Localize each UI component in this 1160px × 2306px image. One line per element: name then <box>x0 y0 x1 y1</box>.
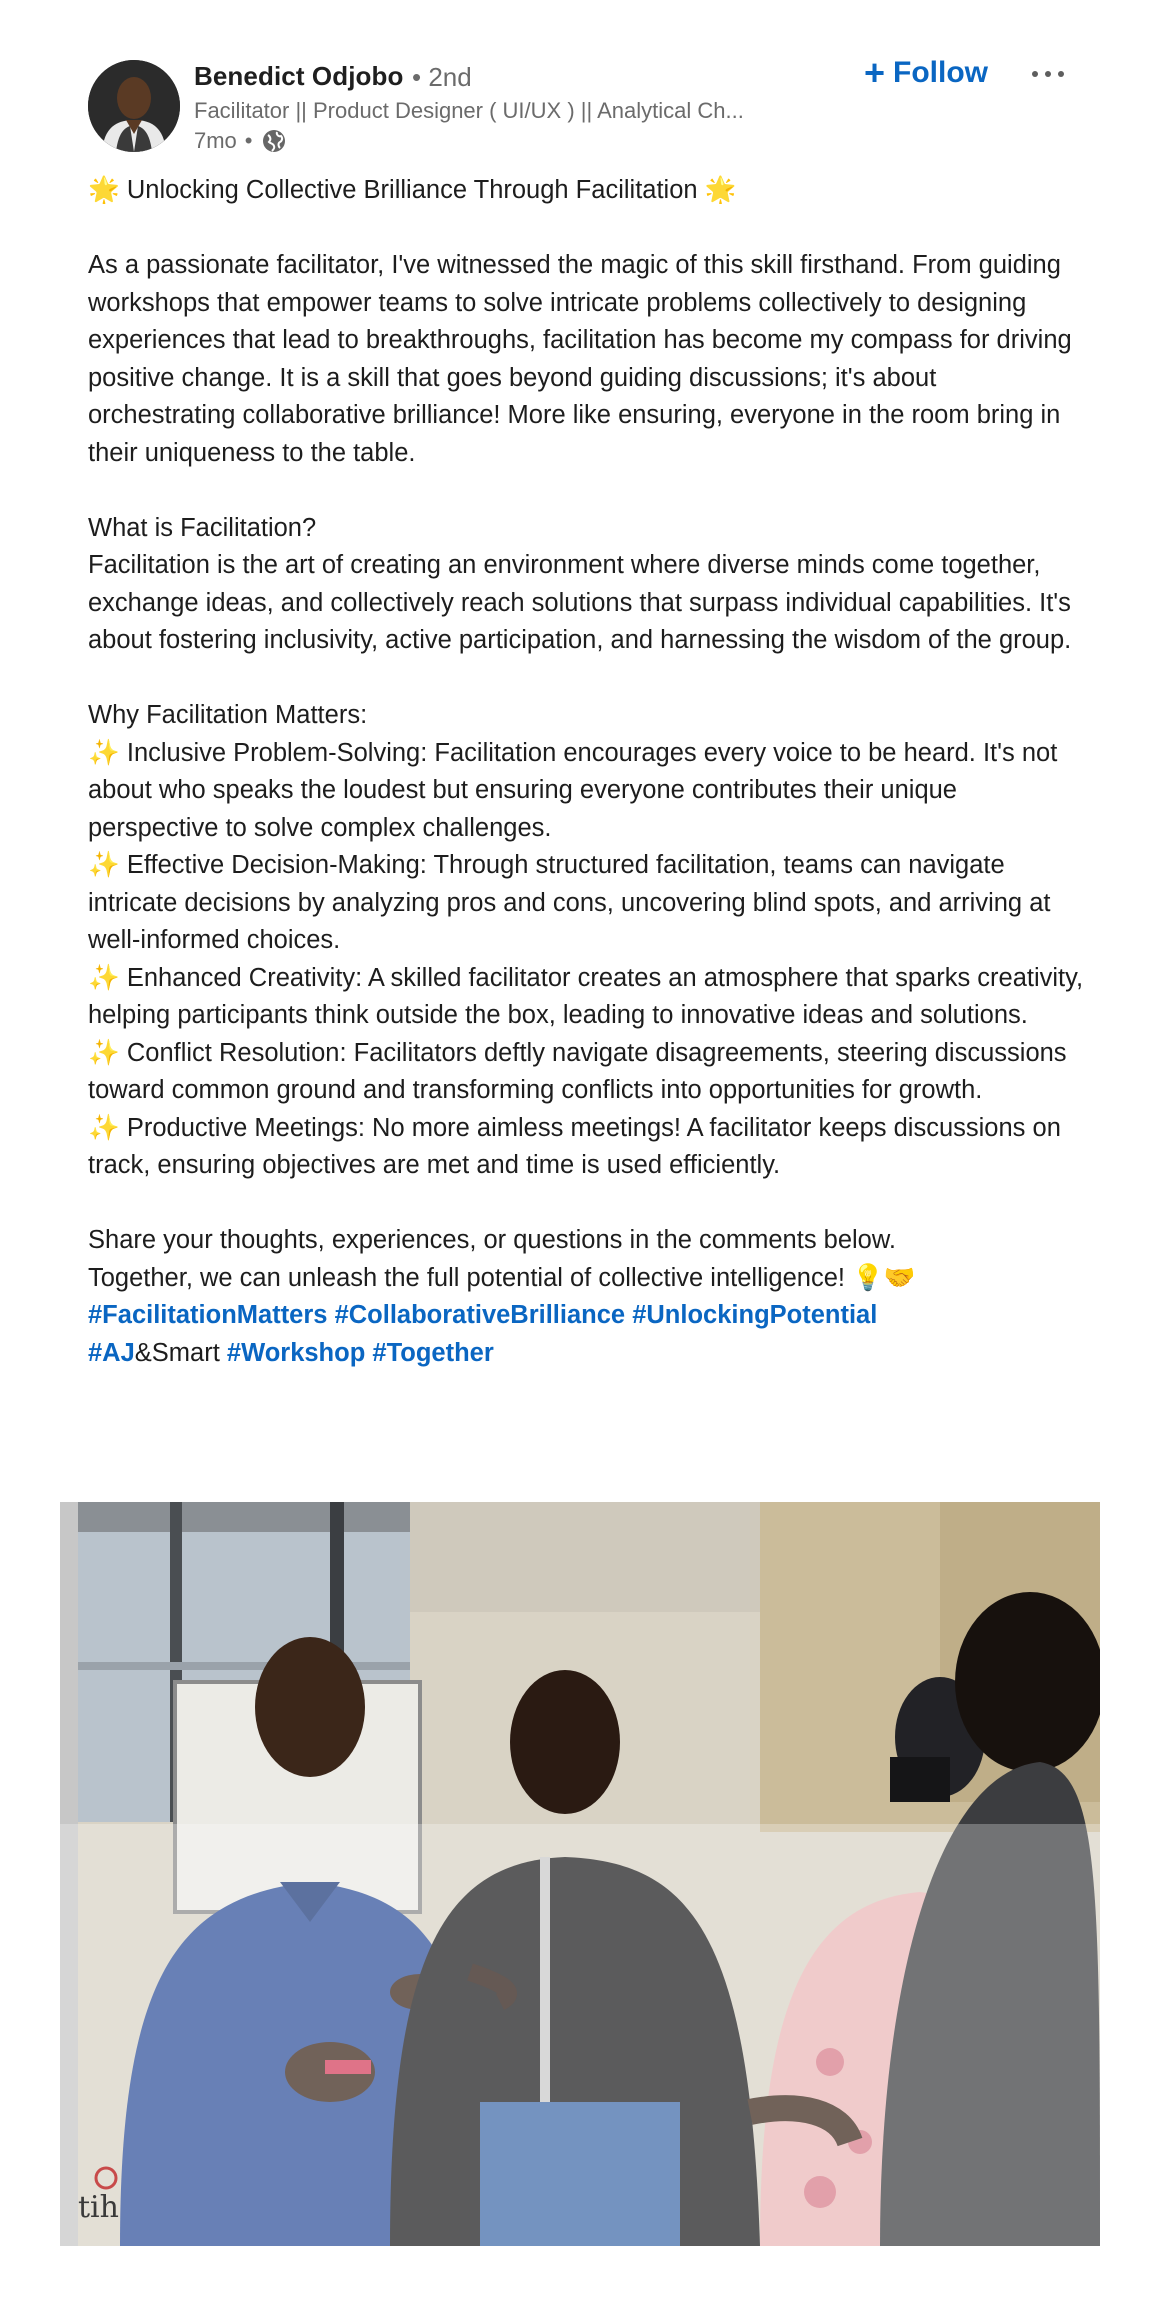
sparkles-icon: ✨ <box>88 738 120 767</box>
author-headline: Facilitator || Product Designer ( UI/UX ) || Analytical Ch... <box>194 98 744 123</box>
lightbulb-handshake-icon: 💡🤝 <box>852 1263 916 1292</box>
watermark-logo: tih <box>78 2190 119 2225</box>
plus-icon: + <box>864 52 886 93</box>
hashtag-link[interactable]: #FacilitationMatters <box>88 1301 328 1329</box>
list-item: ✨ Enhanced Creativity: A skilled facilitator creates an atmosphere that sparks creativity, helping participants think outside the box, leading to innovative ideas and solutions. <box>88 963 1084 1029</box>
post-title-text: Unlocking Collective Brilliance Through Facilitation <box>126 176 698 204</box>
follow-label: Follow <box>893 56 989 89</box>
hashtag-link[interactable]: #UnlockingPotential <box>632 1301 878 1329</box>
sparkles-icon: ✨ <box>88 1038 120 1067</box>
author-avatar[interactable] <box>88 60 180 152</box>
globe-icon <box>261 128 287 154</box>
hashtags <box>88 1297 1088 1335</box>
star-icon: 🌟 <box>88 176 120 204</box>
what-body: Facilitation is the art of creating an environment where diverse minds come together, exchange ideas, and collectively reach solutions that surpass individual capabilities. It's about fostering inclusivity, active participation, and harnessing the wisdom of the group. <box>88 551 1072 654</box>
post-meta <box>194 128 287 154</box>
hashtags <box>88 1335 1088 1373</box>
star-icon: 🌟 <box>704 176 737 204</box>
post-text <box>88 172 1088 1372</box>
list-item: ✨ Conflict Resolution: Facilitators deftly navigate disagreements, steering discussions toward common ground and transforming conflicts into opportunities for growth. <box>88 1038 1067 1104</box>
post-title <box>88 172 1088 210</box>
post-time: 7mo <box>194 128 237 153</box>
post-image[interactable] <box>60 1502 1100 2246</box>
more-options-button[interactable] <box>1032 58 1064 90</box>
hashtag-link[interactable]: #AJ <box>88 1338 135 1367</box>
meta-separator: • <box>244 128 253 153</box>
sparkles-icon: ✨ <box>88 851 120 879</box>
closing-line: Share your thoughts, experiences, or questions in the comments below. <box>88 1226 896 1254</box>
sparkles-icon: ✨ <box>88 963 120 992</box>
connection-degree: • 2nd <box>412 62 472 92</box>
closing-line: Together, we can unleash the full potential of collective intelligence! 💡🤝 <box>88 1263 916 1292</box>
what-heading: What is Facilitation? <box>88 513 317 542</box>
list-item: ✨ Productive Meetings: No more aimless meetings! A facilitator keeps discussions on track, ensuring objectives are met and time is used efficiently. <box>88 1113 1061 1179</box>
follow-button[interactable] <box>864 52 989 93</box>
hashtag-link[interactable]: #CollaborativeBrilliance <box>334 1301 626 1329</box>
post-intro: As a passionate facilitator, I've witnessed the magic of this skill firsthand. From guiding workshops that empower teams to solve intricate problems collectively to designing experiences that lead to breakthroughs, facilitation has become my compass for driving positive change. It is a skill that goes beyond guiding discussions; it's about orchestrating collaborative brilliance! More like ensuring, everyone in the room bring in their uniqueness to the table. <box>88 251 1072 467</box>
sparkles-icon: ✨ <box>88 1113 120 1142</box>
hashtag-link[interactable]: #Workshop <box>226 1338 366 1367</box>
list-item: ✨ Inclusive Problem-Solving: Facilitation encourages every voice to be heard. It's not about who speaks the loudest but ensuring everyone contributes their unique perspective to solve complex challenges. <box>88 738 1058 842</box>
hashtag-link[interactable]: #Together <box>372 1338 494 1367</box>
why-heading: Why Facilitation Matters: <box>88 701 368 729</box>
author-name[interactable]: Benedict Odjobo <box>194 61 404 91</box>
list-item: ✨ Effective Decision-Making: Through structured facilitation, teams can navigate intricate decisions by analyzing pros and cons, uncovering blind spots, and arriving at well-informed choices. <box>88 851 1051 954</box>
hashtag-suffix: &Smart <box>134 1338 220 1367</box>
ellipsis-icon <box>1032 71 1038 77</box>
